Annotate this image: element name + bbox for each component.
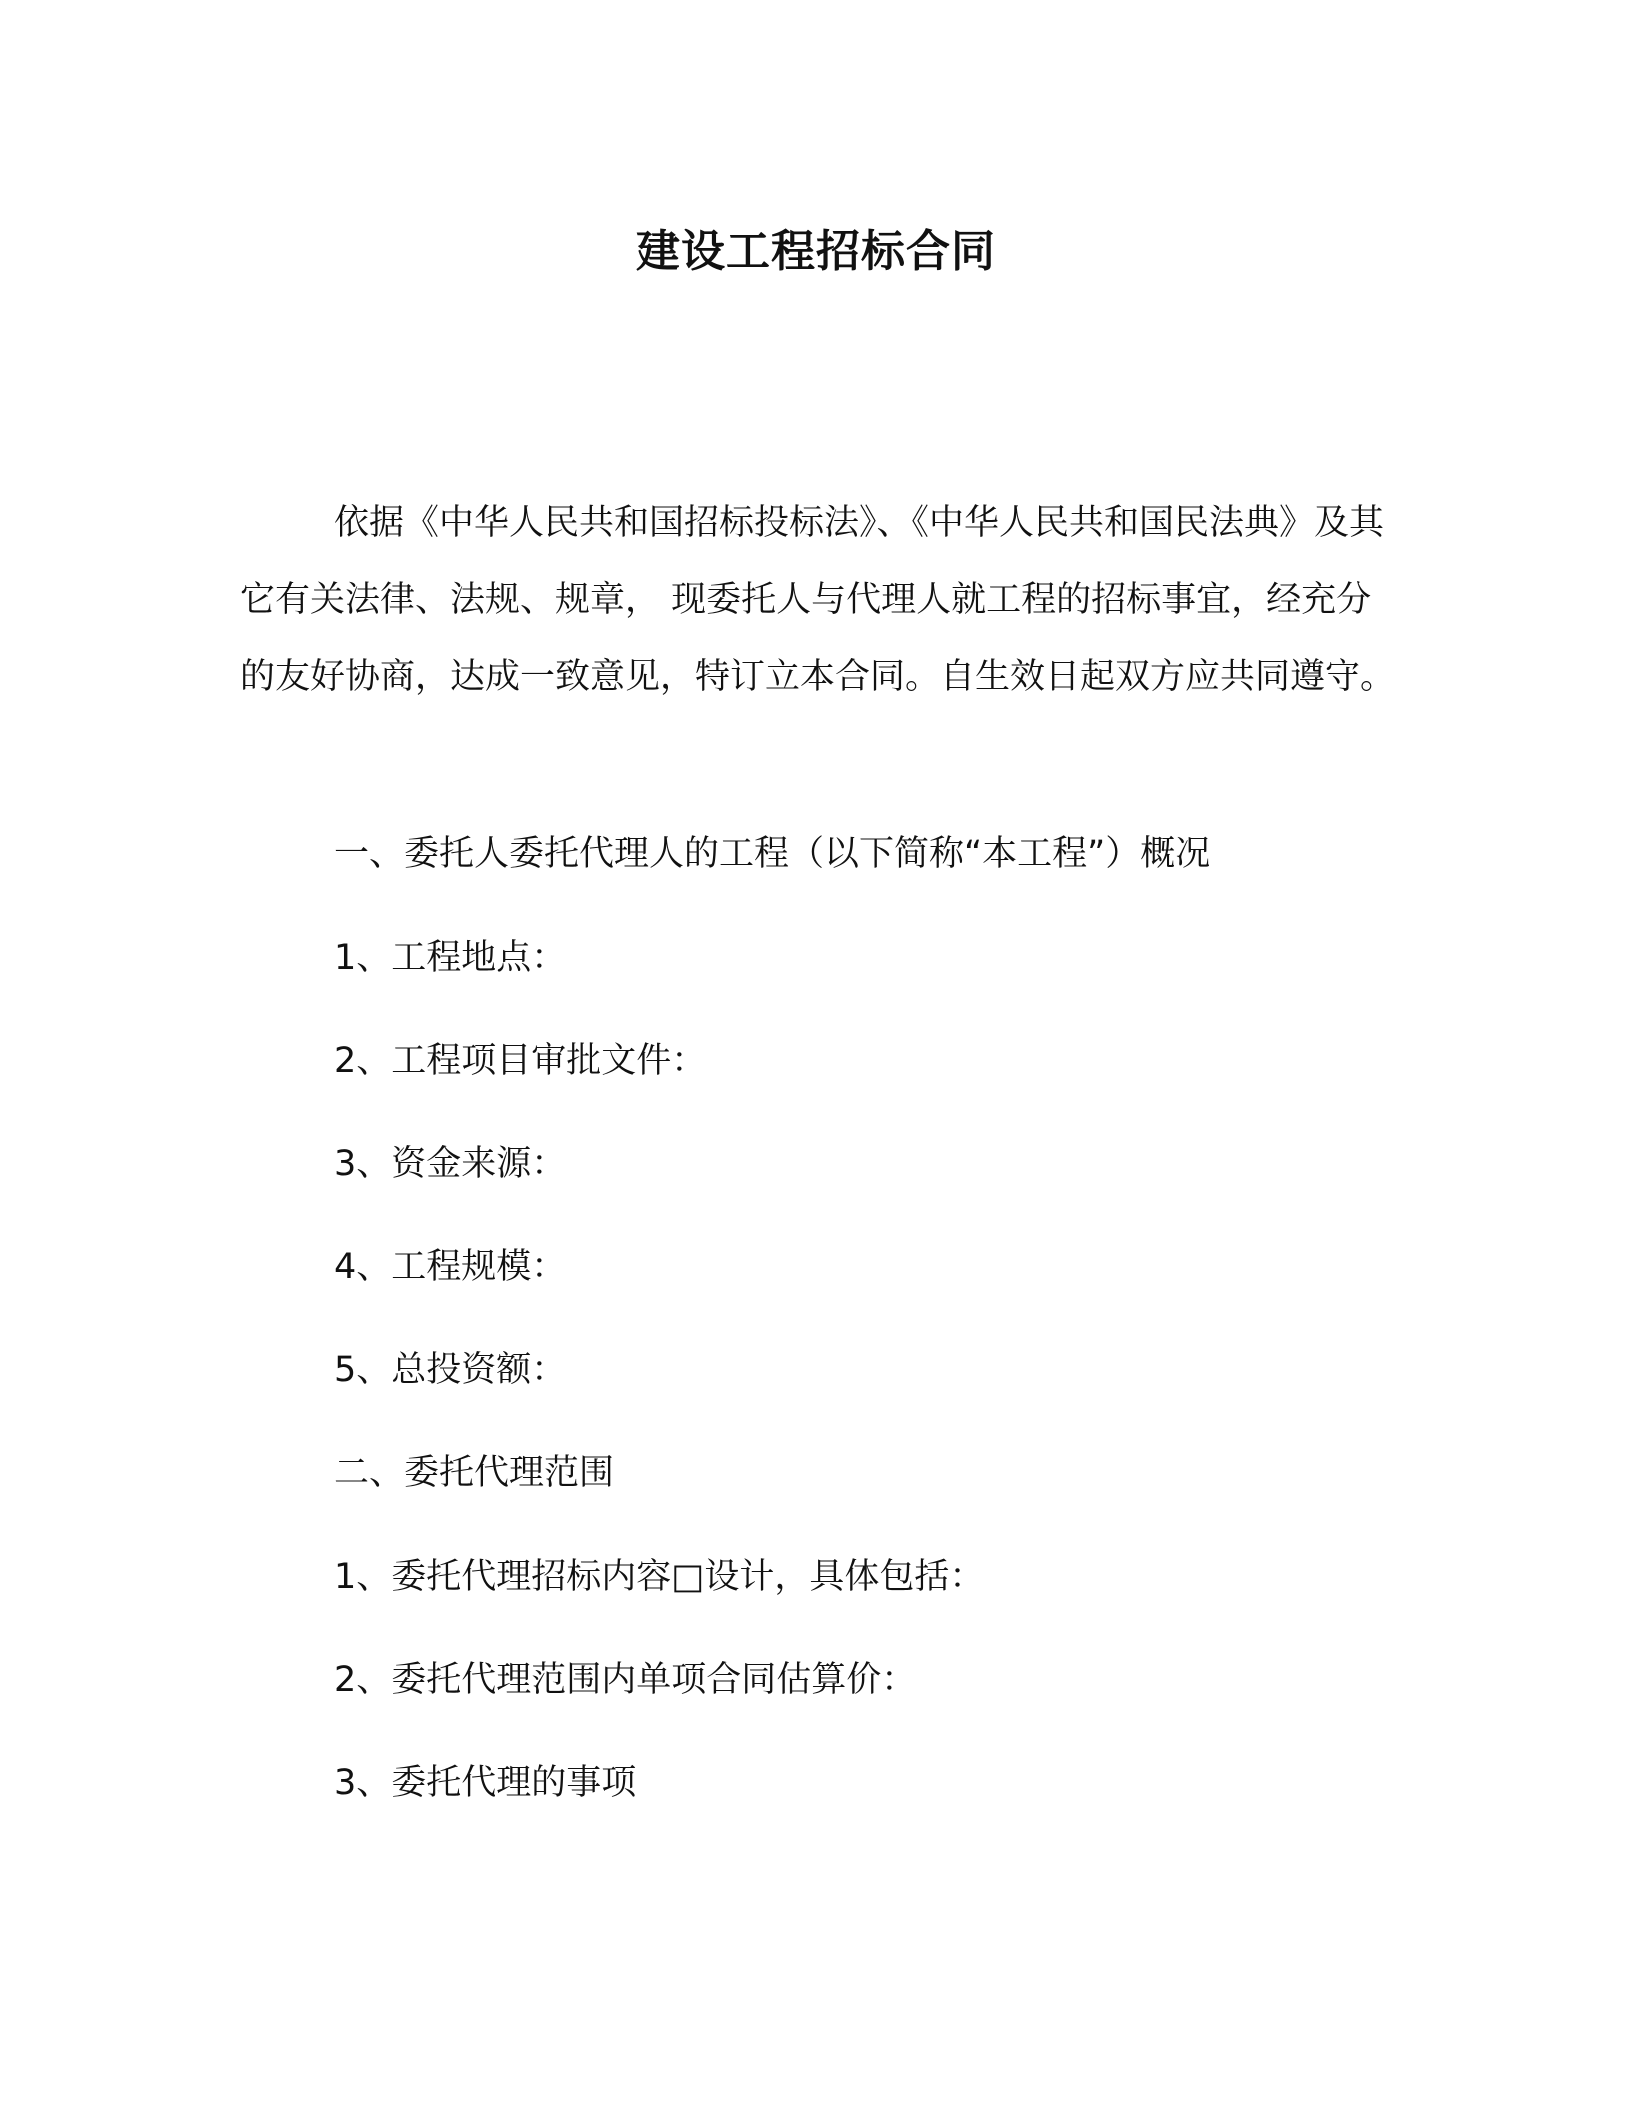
section-1-item-location: 1、工程地点： <box>334 938 567 978</box>
section-1-item-total-investment: 5、总投资额： <box>334 1350 567 1390</box>
section-2-heading: 二、委托代理范围 <box>334 1453 615 1493</box>
section-1-item-funding-source: 3、资金来源： <box>334 1144 567 1184</box>
document-title: 建设工程招标合同 <box>636 226 996 277</box>
section-1-item-approval-documents: 2、工程项目审批文件： <box>334 1041 707 1081</box>
section-2-item-matters: 3、委托代理的事项 <box>334 1763 637 1803</box>
intro-paragraph: 依据《中华人民共和国招标投标法》、《中华人民共和国民法典》及其它有关法律、法规、规章， 现委托人与代理人就工程的招标事宜，经充分的友好协商，达成一致意见，特订立本合同。自生效日起双方应共同遵守。 <box>240 503 1396 697</box>
section-2-item-content: 1、委托代理招标内容□设计，具体包括： <box>334 1557 985 1597</box>
section-2-item-estimated-price: 2、委托代理范围内单项合同估算价： <box>334 1660 917 1700</box>
section-1-heading: 一、委托人委托代理人的工程（以下简称“本工程”）概况 <box>334 834 1211 874</box>
section-1-item-scale: 4、工程规模： <box>334 1247 567 1287</box>
